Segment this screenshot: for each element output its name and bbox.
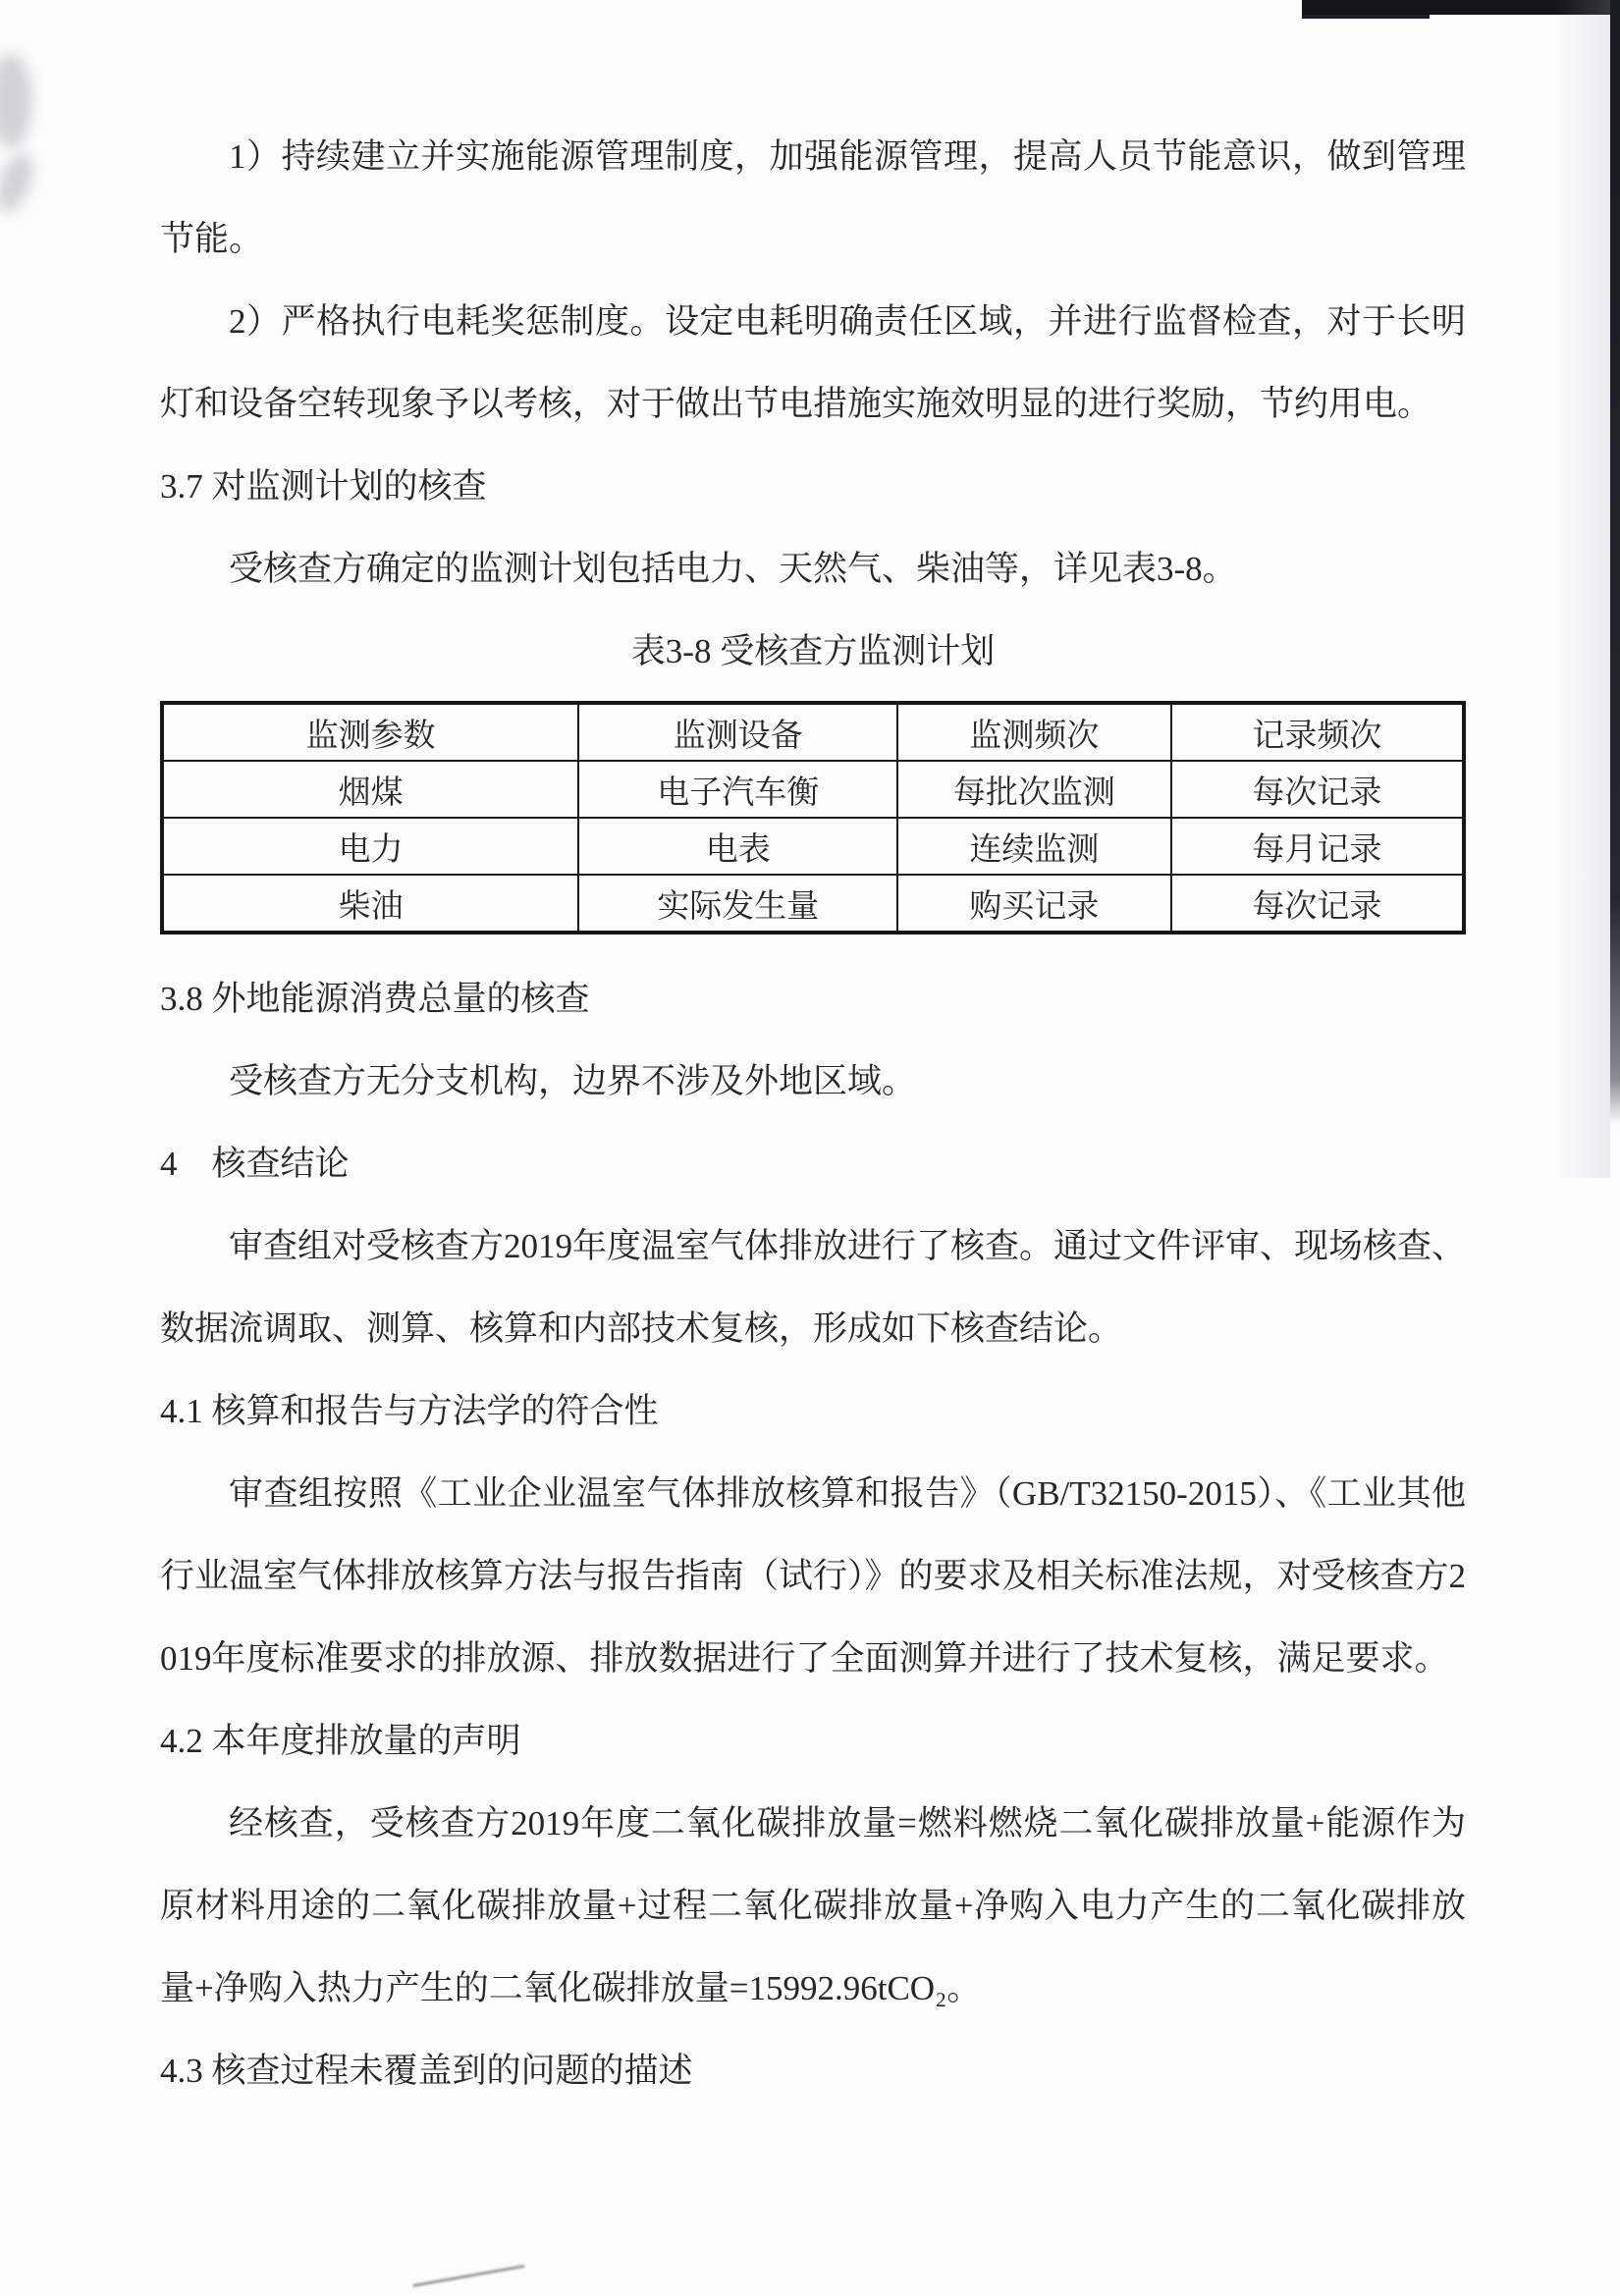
- table-cell: 每次记录: [1171, 761, 1464, 818]
- scan-artifact-left-smudge: [0, 54, 31, 147]
- paragraph-no-branches: 受核查方无分支机构，边界不涉及外地区域。: [229, 1062, 917, 1100]
- table-cell: 每次记录: [1171, 875, 1464, 933]
- paragraph-verification-conclusion: 审查组对受核查方2019年度温室气体排放进行了核查。通过文件评审、现场核查、数据流调取、测算、核算和内部技术复核，形成如下核查结论。: [160, 1227, 1467, 1348]
- paragraph-emission-statement: 经核查，受核查方2019年度二氧化碳排放量=燃料燃烧二氧化碳排放量+能源作为原材料用途的二氧化碳排放量+过程二氧化碳排放量+净购入电力产生的二氧化碳排放量+净购入热力产生的二氧化碳排放量=15992.96tCO₂。: [160, 1804, 1466, 2007]
- paragraph-monitoring-plan: 受核查方确定的监测计划包括电力、天然气、柴油等，详见表3-8。: [229, 550, 1237, 588]
- table-row-diesel: [162, 875, 1464, 933]
- heading-4-2: 4.2 本年度排放量的声明: [160, 1722, 521, 1760]
- table-header-record: 记录频次: [1171, 703, 1464, 761]
- monitoring-plan-table: [160, 701, 1466, 934]
- heading-4-3: 4.3 核查过程未覆盖到的问题的描述: [160, 2052, 693, 2090]
- table-cell: 电表: [578, 818, 897, 875]
- table-cell: 购买记录: [897, 875, 1170, 933]
- scan-artifact-bottom-mark: [413, 2265, 525, 2287]
- table-row-coal: [162, 761, 1464, 818]
- paragraph-energy-management: 1）持续建立并实施能源管理制度，加强能源管理，提高人员节能意识，做到管理节能。: [160, 137, 1466, 258]
- heading-3-7: 3.7 对监测计划的核查: [160, 467, 487, 506]
- table-header-row: [162, 703, 1464, 761]
- table-cell: 柴油: [162, 875, 578, 933]
- table-caption: 表3-8 受核查方监测计划: [630, 632, 996, 670]
- table-cell: 烟煤: [162, 761, 578, 818]
- paragraph-electricity-rewards: 2）严格执行电耗奖惩制度。设定电耗明确责任区域，并进行监督检查，对于长明灯和设备空转现象予以考核，对于做出节电措施实施效明显的进行奖励，节约用电。: [160, 302, 1466, 423]
- scan-artifact-right-shade: [1556, 0, 1610, 1178]
- table-cell: 实际发生量: [578, 875, 897, 933]
- heading-3-8: 3.8 外地能源消费总量的核查: [160, 980, 590, 1018]
- table-cell: 每月记录: [1171, 818, 1464, 875]
- scan-artifact-right-strip: [1610, 0, 1620, 1124]
- table-header-device: 监测设备: [578, 703, 897, 761]
- table-header-parameter: 监测参数: [162, 703, 578, 761]
- table-header-frequency: 监测频次: [897, 703, 1170, 761]
- table-cell: 电力: [162, 818, 578, 875]
- table-cell: 电子汽车衡: [578, 761, 897, 818]
- document-body: [160, 116, 1466, 2112]
- scan-artifact-left-smudge-small: [0, 149, 39, 217]
- heading-4-1: 4.1 核算和报告与方法学的符合性: [160, 1392, 659, 1430]
- table-cell: 每批次监测: [897, 761, 1170, 818]
- table-row-electricity: [162, 818, 1464, 875]
- table-cell: 连续监测: [897, 818, 1170, 875]
- heading-4: 4 核查结论: [160, 1145, 350, 1183]
- scan-artifact-top-bar-step: [1302, 15, 1430, 19]
- paragraph-methodology-compliance: 审查组按照《工业企业温室气体排放核算和报告》（GB/T32150-2015）、《工业其他行业温室气体排放核算方法与报告指南（试行）》的要求及相关标准法规，对受核查方2019年度标准要求的排放源、排放数据进行了全面测算并进行了技术复核，满足要求。: [160, 1474, 1467, 1678]
